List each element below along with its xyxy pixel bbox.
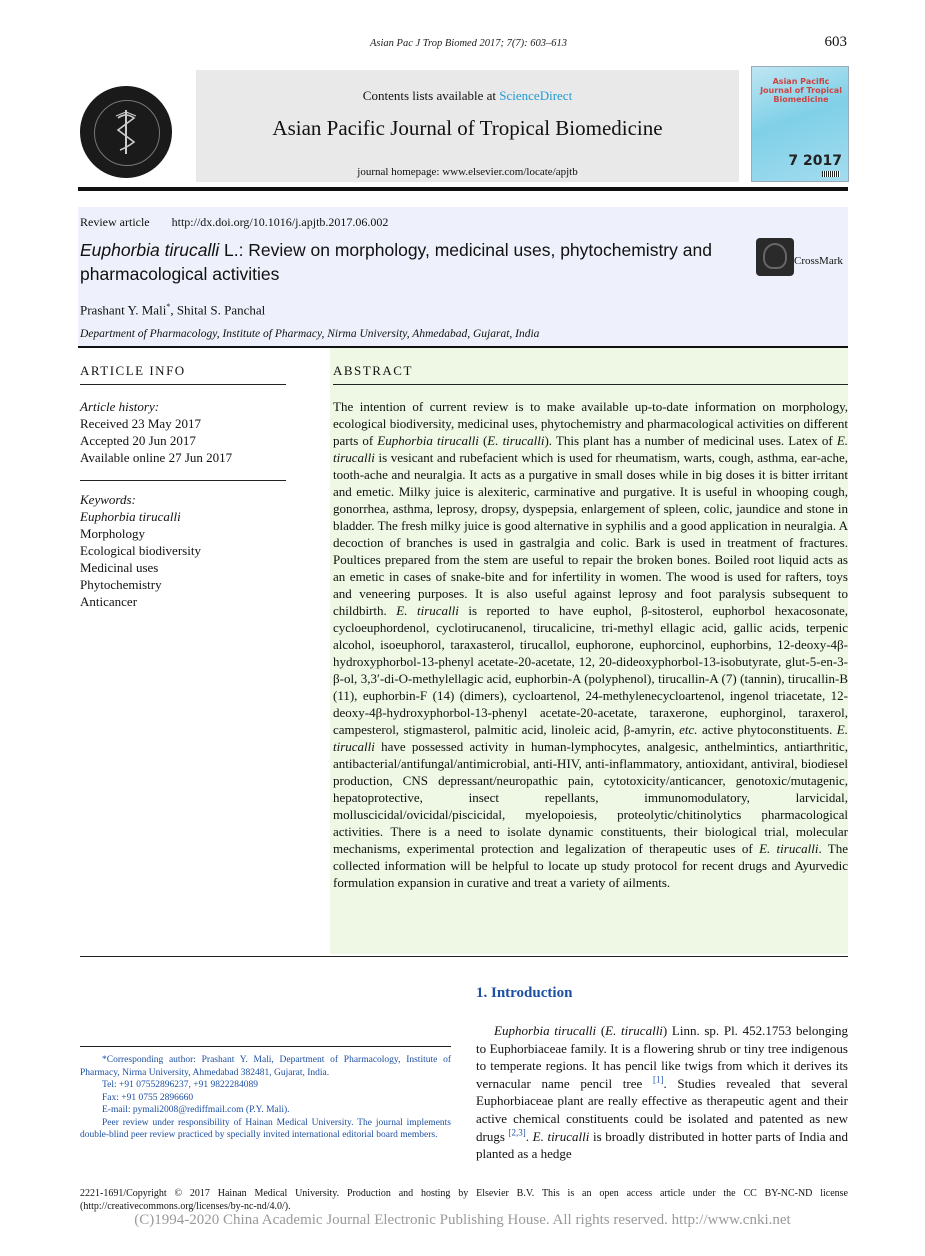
crossmark-button[interactable]	[756, 238, 794, 276]
footnotes	[80, 1054, 451, 1142]
journal-cover	[751, 66, 849, 182]
article-info-heading: ARTICLE INFO	[80, 363, 186, 378]
peer-review-note: Peer review under responsibility of Hainan Medical University. The journal implements double-blind peer review practiced by specially invited international editorial board members.	[80, 1117, 451, 1140]
crossmark-label[interactable]: CrossMark	[794, 255, 843, 267]
fax-note: Fax: +91 0755 2896660	[102, 1092, 194, 1103]
cnki-watermark: (C)1994-2020 China Academic Journal Electronic Publishing House. All rights reserved. http://www.cnki.net	[134, 1212, 791, 1228]
article-title	[80, 238, 740, 286]
contents-prefix: Contents lists available at	[362, 88, 500, 103]
divider	[80, 956, 848, 957]
author-1[interactable]: Prashant Y. Mali	[80, 302, 167, 318]
article-type: Review article	[80, 215, 150, 229]
accepted-date: Accepted 20 Jun 2017	[80, 433, 196, 448]
cover-title: Asian Pacific Journal of Tropical Biomedicine	[760, 77, 842, 104]
keywords	[80, 491, 201, 610]
introduction-text: Euphorbia tirucalli (E. tirucalli) Linn. sp. Pl. 452.1753 belonging to Euphorbiaceae family. It is a flowering shrub or tiny tree indigenous to temperate regions. It has pencil like twigs from which it derives its vernacular name pencil tree [1]. Studies revealed that several Euphorbiaceae plant are really effective as therapeutic agent and their active chemical constituents could be isolated and patented as new drugs [2,3]. E. tirucalli is broadly distributed in hotter parts of India and planted as a hedge	[476, 1023, 849, 1162]
keyword: Morphology	[80, 526, 145, 541]
crossmark-icon	[763, 243, 787, 269]
cover-issue: 7 2017	[788, 153, 842, 169]
corresponding-author-note: *Corresponding author: Prashant Y. Mali, Department of Pharmacology, Institute of Pharmacy, Nirma University, Ahmedabad 382481, Gujarat, India.	[80, 1055, 451, 1078]
doi-link[interactable]: http://dx.doi.org/10.1016/j.apjtb.2017.06.002	[171, 215, 389, 229]
citation-link[interactable]: [1]	[652, 1074, 664, 1085]
header-rule	[78, 187, 848, 191]
caduceus-icon	[114, 108, 138, 156]
article-meta	[80, 215, 388, 230]
keyword: Phytochemistry	[80, 577, 162, 592]
section-heading-introduction: 1. Introduction	[476, 985, 573, 1001]
running-head: Asian Pac J Trop Biomed 2017; 7(7): 603–613	[370, 38, 568, 49]
page-number: 603	[824, 34, 847, 50]
history-label: Article history:	[80, 399, 160, 414]
abstract-heading: ABSTRACT	[333, 363, 413, 378]
keywords-label: Keywords:	[80, 492, 136, 507]
keyword: Anticancer	[80, 594, 138, 609]
journal-logo	[80, 86, 172, 178]
affiliation: Department of Pharmacology, Institute of Pharmacy, Nirma University, Ahmedabad, Gujarat, India	[80, 328, 540, 340]
journal-homepage[interactable]: journal homepage: www.elsevier.com/locate/apjtb	[357, 166, 578, 178]
journal-title: Asian Pacific Journal of Tropical Biomedicine	[272, 116, 663, 140]
online-date: Available online 27 Jun 2017	[80, 450, 233, 465]
divider	[333, 384, 848, 385]
copyright-notice: 2221-1691/Copyright © 2017 Hainan Medical University. Production and hosting by Elsevier B.V. This is an open access article under the CC BY-NC-ND license (http://creativecommons.org/licenses/by-nc-nd/4.0/).	[80, 1188, 848, 1212]
title-species: Euphorbia tirucalli	[80, 240, 220, 260]
email-link[interactable]: E-mail: pymali2008@rediffmail.com (P.Y. Mali).	[102, 1105, 290, 1115]
article-history	[80, 398, 232, 466]
received-date: Received 23 May 2017	[80, 416, 201, 431]
keyword: Medicinal uses	[80, 560, 159, 575]
keyword: Euphorbia tirucalli	[80, 509, 181, 524]
contents-line	[196, 88, 739, 104]
sciencedirect-link[interactable]: ScienceDirect	[499, 88, 573, 103]
authors	[80, 302, 265, 318]
corresponding-mark[interactable]: *	[166, 302, 171, 311]
phone-note: Tel: +91 07552896237, +91 9822284089	[102, 1080, 258, 1090]
divider	[80, 384, 286, 385]
author-2[interactable]: , Shital S. Panchal	[170, 302, 266, 318]
title-rest: L.: Review on morphology, medicinal uses, phytochemistry and pharmacological activities	[80, 240, 712, 284]
barcode-icon	[822, 171, 840, 177]
divider	[80, 480, 286, 481]
abstract-text: The intention of current review is to make available up-to-date information on morphology, ecological biodiversity, medicinal uses, phytochemistry and pharmacological activities on different parts of Euphorbia tirucalli (E. tirucalli). This plant has a number of medicinal uses. Latex of E. tirucalli is vesicant and rubefacient which is used for rheumatism, warts, cough, asthma, ear-ache, tooth-ache and neuralgia. It acts as a purgative in small doses while in big doses it is bitter irritant and emetic. Milky juice is alexiteric, carminative and purgative. It is useful in whooping cough, gonorrhea, asthma, leprosy, dropsy, dyspepsia, enlargement of spleen, colic, jaundice and stone in bladder. The fresh milky juice is good alternative in syphilis and a good application in neuralgia. A decoction of branches is used in gastralgia and colic. Bark is used in treatment of fractures. Poultices prepared from the stem are useful to repair the broken bones. Boiled root liquid acts as an emetic in cases of snake-bite and for infertility in women. The wood is used for rafters, toys and veneering purposes. It is also useful against leprosy and foot paralysis subsequent to childbirth. E. tirucalli is reported to have euphol, β-sitosterol, euphorbol hexacosonate, cycloeuphordenol, cyclotirucanenol, tirucalicine, tri-methyl ellagic acid, gallic acids, terpenic alcohol, isoeuphorol, taraxasterol, tirucallol, euphorone, euphorcinol, euphorbins, 12-deoxy-4β-hydroxyphorbol-13-phenyl acetate-20-acetate, 12, 20-dideoxyphorbol-13-isobutyrate, glut-5-en-3-β-ol, 3,3′-di-O-methylellagic acid, euphorbin-A (polyphenol), tirucallin-A (7) (tannin), tirucallin-B (11), euphorbin-F (14) (dimers), cycloartenol, 24-methylenecycloartenol, ingenol triacetate, 12-deoxy-4β-hydroxyphorbol-13-phenyl acetate-20-acetate, taraxerone, euphorginol, taraxerol, campesterol, stigmasterol, palmitic acid, linoleic acid, β-amyrin, etc. active phytoconstituents. E. tirucalli have possessed activity in human-lymphocytes, analgesic, anthelmintics, antiarthritic, antibacterial/antifungal/antimicrobial, anti-HIV, anti-inflammatory, antioxidant, antiviral, biodiesel production, CNS depressant/neuropathic pain, cytotoxicity/anticancer, genotoxic/mutagenic, hepatoprotective, insect repellants, immunomodulatory, larvicidal, molluscicidal/ovicidal/piscicidal, myelopoiesis, proteolytic/chitinolytics pharmacological activities. There is a need to isolate dynamic constituents, their biological trial, molecular mechanisms, experimental protection and legalization of therapeutic uses of E. tirucalli. The collected information will be helpful to locate up study protocol for recent drugs and Ayurvedic formulation expansion in curative and treat a variety of ailments.	[333, 399, 849, 890]
footnote-rule	[80, 1046, 451, 1047]
keyword: Ecological biodiversity	[80, 543, 201, 558]
citation-link[interactable]: [2,3]	[508, 1127, 526, 1138]
